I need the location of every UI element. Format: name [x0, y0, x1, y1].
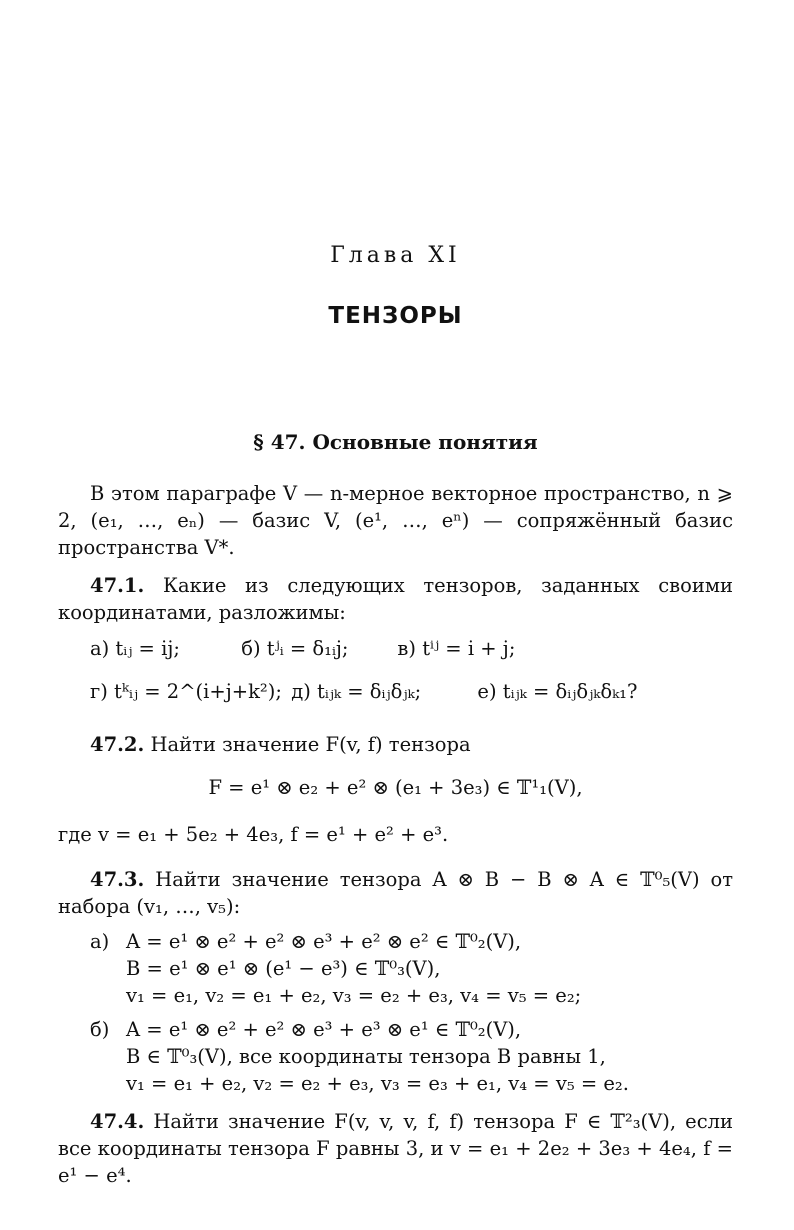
problem-text: Какие из следующих тензоров, заданных своими координатами, разложимы:	[58, 574, 733, 624]
problem-number: 47.2.	[90, 733, 145, 756]
item-e: е) tᵢⱼₖ = δᵢⱼδⱼₖδₖ₁?	[477, 680, 638, 703]
problem-47-1	[58, 572, 733, 626]
item-b: б) tʲᵢ = δ₁ᵢj;	[241, 637, 349, 660]
where-line: где v = e₁ + 5e₂ + 4e₃, f = e¹ + e² + e³.	[58, 823, 449, 846]
problem-number: 47.1.	[90, 574, 145, 597]
part-label: а)	[90, 930, 110, 953]
item-g: г) tᵏᵢⱼ = 2^(i+j+k²);	[90, 680, 282, 703]
problem-text: Найти значение F(v, v, v, f, f) тензора F ∈ 𝕋²₃(V), если все координаты тензора F равны 3, и v = e₁ + 2e₂ + 3e₃ + 4e₄, f = e¹ − e⁴.	[58, 1110, 734, 1187]
chapter-title: ТЕНЗОРЫ	[328, 303, 463, 329]
formula-line: B ∈ 𝕋⁰₃(V), все координаты тензора B равны 1,	[126, 1045, 606, 1068]
item-d: д) tᵢⱼₖ = δᵢⱼδⱼₖ;	[291, 680, 422, 703]
item-a: а) tᵢⱼ = ij;	[90, 637, 180, 660]
problem-47-2	[58, 731, 765, 758]
formula-line: A = e¹ ⊗ e² + e² ⊗ e³ + e³ ⊗ e¹ ∈ 𝕋⁰₂(V),	[126, 1018, 522, 1041]
problem-text: Найти значение F(v, f) тензора	[150, 733, 471, 756]
formula-line: v₁ = e₁, v₂ = e₁ + e₂, v₃ = e₂ + e₃, v₄ = v₅ = e₂;	[126, 984, 582, 1007]
intro-paragraph: В этом параграфе V — n-мерное векторное пространство, n ⩾ 2, (e₁, …, eₙ) — базис V, (e¹, …, eⁿ) — сопряжённый базис пространства V*.	[58, 482, 733, 559]
problem-47-1-row-2	[90, 680, 637, 703]
item-v: в) tⁱʲ = i + j;	[397, 637, 516, 660]
section-heading: § 47. Основные понятия	[253, 430, 538, 454]
chapter-heading: Глава XI	[330, 243, 461, 268]
problem-47-3	[58, 866, 733, 920]
part-label: б)	[90, 1018, 110, 1041]
problem-47-1-row-1	[90, 637, 515, 660]
formula-line: B = e¹ ⊗ e¹ ⊗ (e¹ − e³) ∈ 𝕋⁰₃(V),	[126, 957, 441, 980]
formula-line: v₁ = e₁ + e₂, v₂ = e₂ + e₃, v₃ = e₃ + e₁, v₄ = v₅ = e₂.	[126, 1072, 629, 1095]
problem-text: Найти значение тензора A ⊗ B − B ⊗ A ∈ 𝕋⁰₅(V) от набора (v₁, …, v₅):	[58, 868, 734, 918]
problem-number: 47.3.	[90, 868, 145, 891]
formula-47-2: F = e¹ ⊗ e₂ + e² ⊗ (e₁ + 3e₃) ∈ 𝕋¹₁(V),	[208, 776, 583, 799]
formula-line: A = e¹ ⊗ e² + e² ⊗ e³ + e² ⊗ e² ∈ 𝕋⁰₂(V),	[126, 930, 522, 953]
problem-number: 47.4.	[90, 1110, 145, 1133]
problem-47-4	[58, 1108, 733, 1189]
